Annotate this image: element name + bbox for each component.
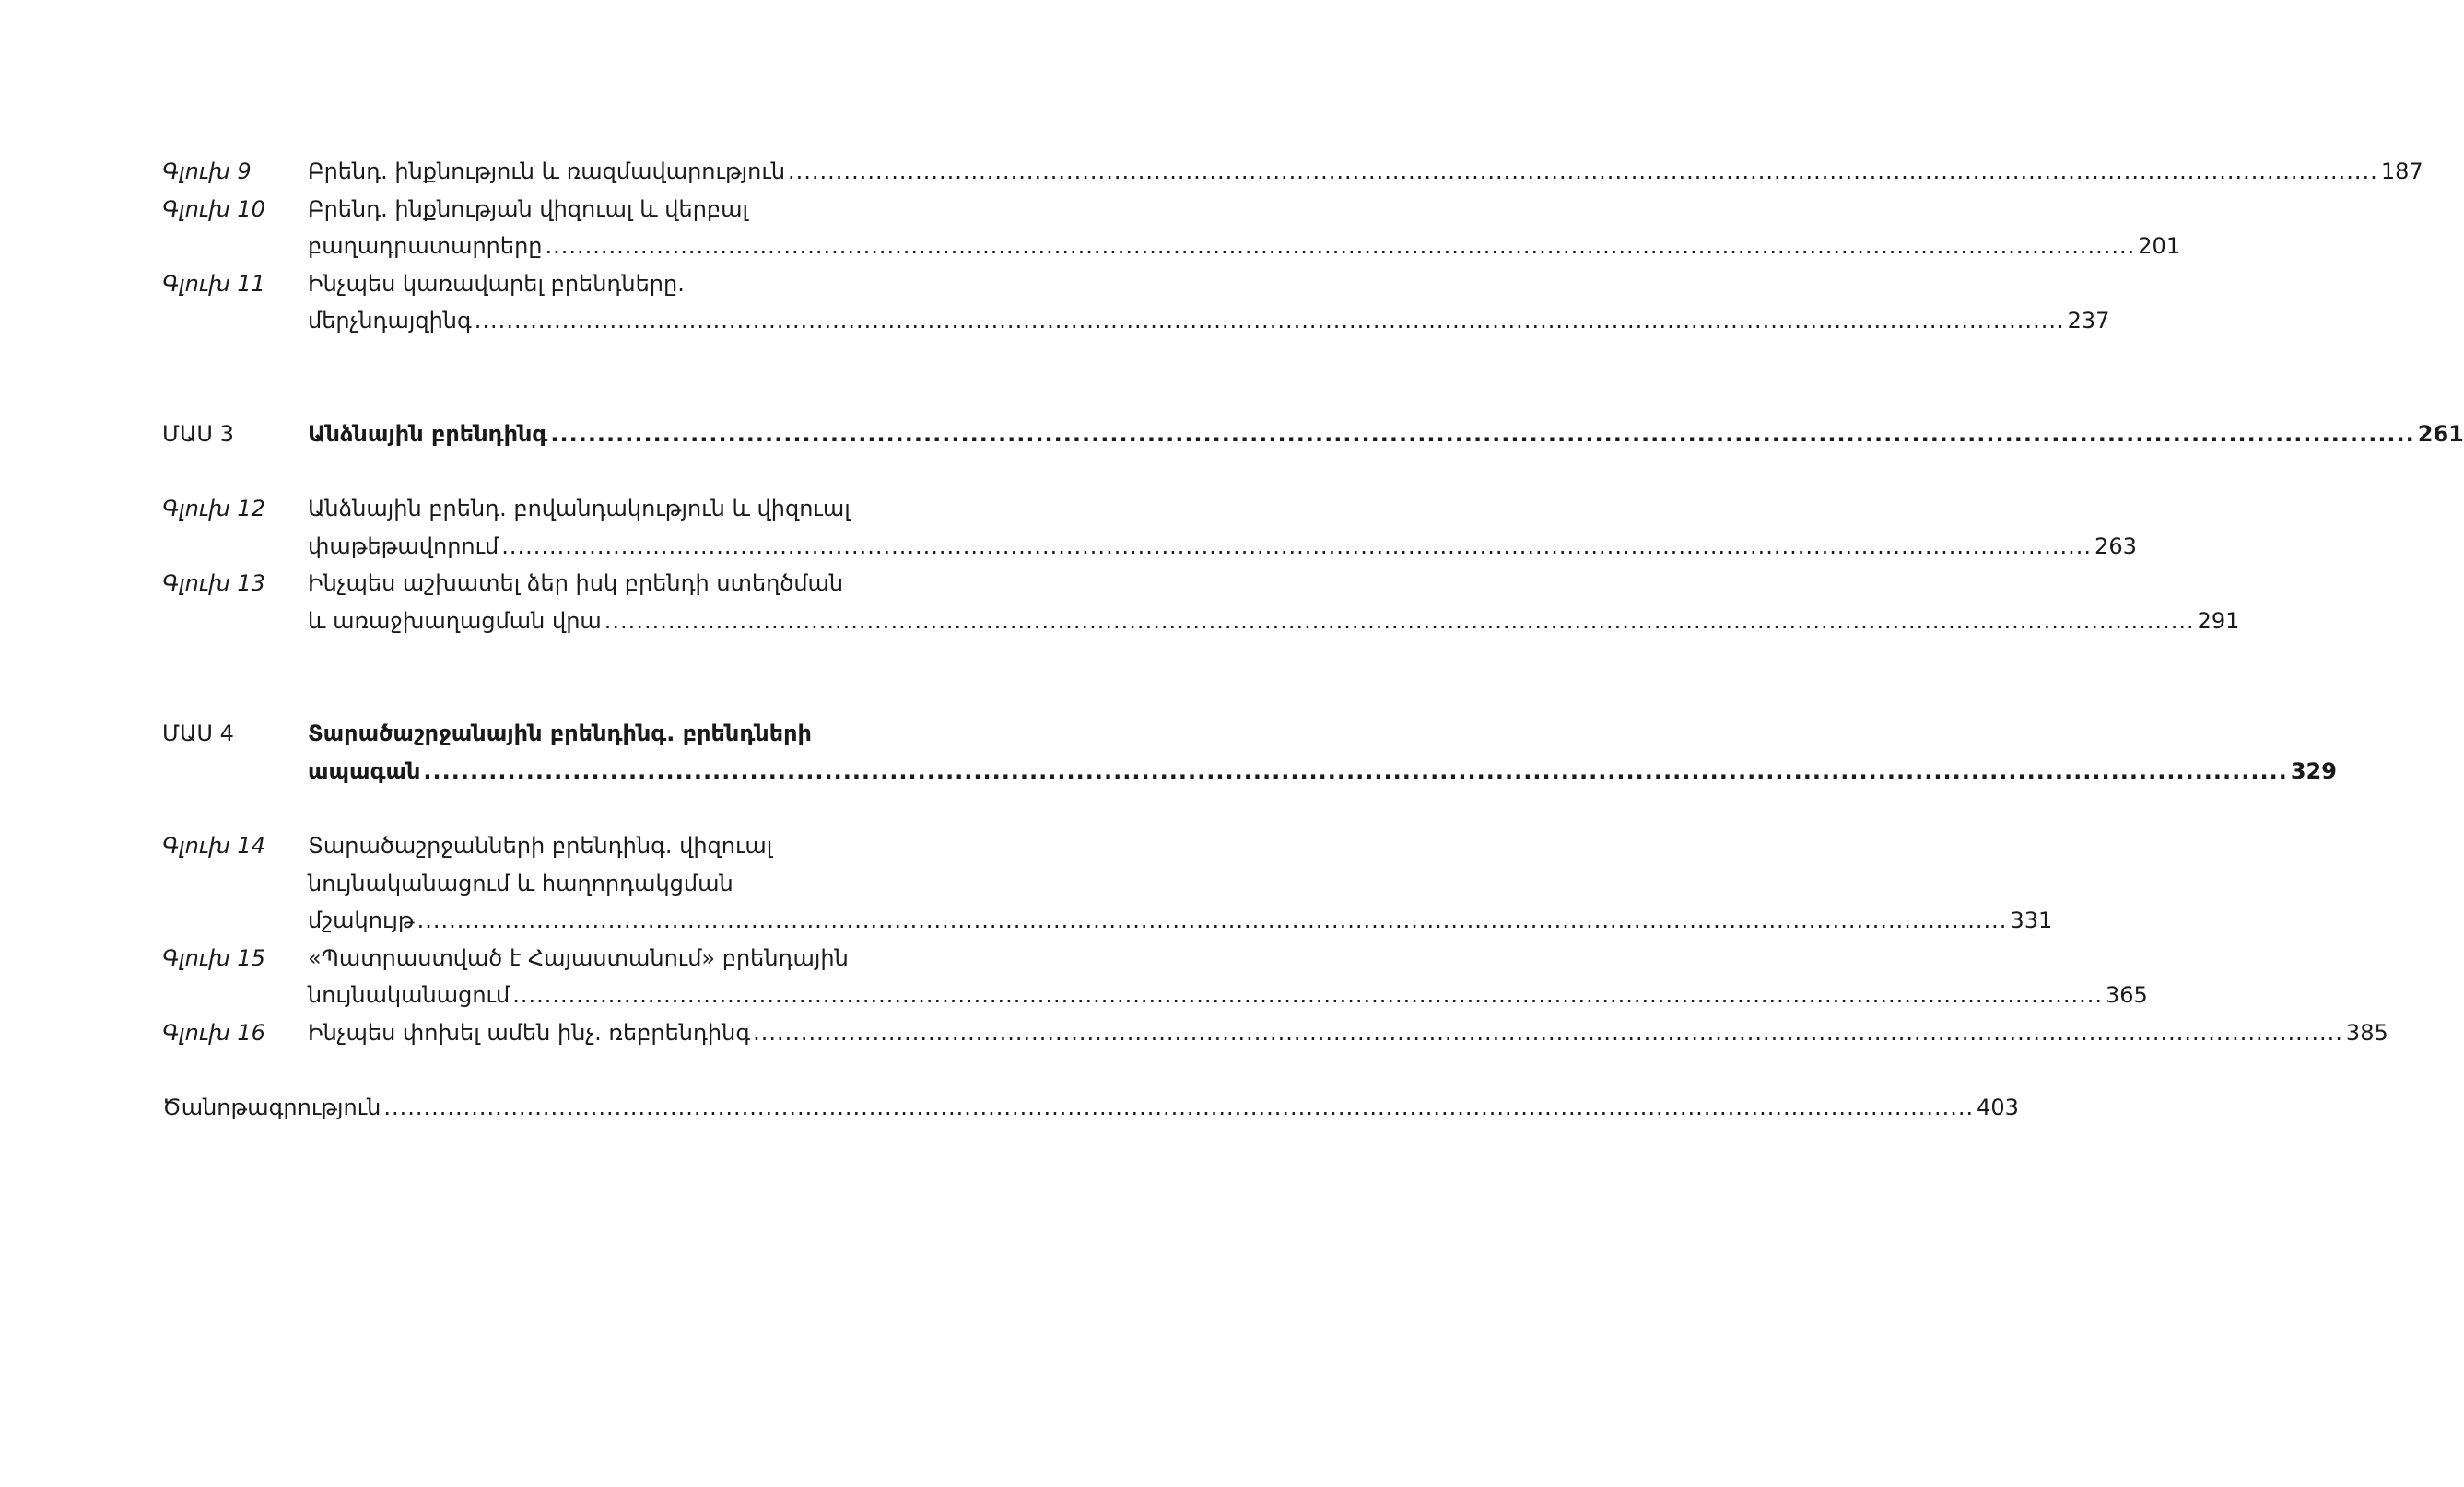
page-number: 201 bbox=[2138, 233, 2181, 259]
entry-body bbox=[308, 565, 2240, 639]
chapter-label: Գլուխ 13 bbox=[162, 570, 265, 596]
entry-title: Բրենդ. ինքնություն և ռազմավարություն bbox=[308, 158, 786, 184]
page-number: 385 bbox=[2345, 1019, 2388, 1046]
entry-title-line: «Պատրաստված է Հայաստանում» բրենդային bbox=[308, 944, 849, 971]
part-label: ՄԱՍ 4 bbox=[162, 720, 234, 746]
page-number: 403 bbox=[1977, 1095, 2019, 1120]
entry-title: մերչնդայզինգ bbox=[308, 308, 472, 334]
entry-body bbox=[308, 940, 2148, 1014]
entry-title-line: Ինչպես աշխատել ձեր իսկ բրենդի ստեղծման bbox=[308, 570, 844, 596]
dot-leader: ........................................................................................................................................................................................................ bbox=[417, 907, 2008, 933]
toc-entry-part-3 bbox=[162, 416, 2464, 453]
page-number: 263 bbox=[2094, 533, 2137, 559]
bibliography-title: Ծանոթագրություն bbox=[162, 1095, 381, 1120]
toc-entry-chapter-16 bbox=[162, 1014, 2388, 1052]
dot-leader: ........................................................................................................................................................................................................ bbox=[423, 757, 2288, 784]
dot-leader: ........................................................................................................................................................................................................ bbox=[474, 308, 2065, 334]
entry-body bbox=[308, 265, 2110, 340]
page-number: 331 bbox=[2010, 907, 2053, 933]
page-number: 329 bbox=[2290, 757, 2337, 784]
entry-title-line: Բրենդ. ինքնության վիզուալ և վերբալ bbox=[308, 195, 749, 222]
chapter-label: Գլուխ 11 bbox=[162, 270, 265, 297]
chapter-label: Գլուխ 15 bbox=[162, 944, 265, 971]
entry-title: փաթեթավորում bbox=[308, 533, 499, 559]
toc-entry-chapter-13 bbox=[162, 565, 2240, 639]
table-of-contents bbox=[162, 153, 2464, 1127]
entry-body bbox=[308, 153, 2423, 191]
toc-entry-chapter-9 bbox=[162, 153, 2423, 191]
chapter-label: Գլուխ 16 bbox=[162, 1019, 265, 1046]
part-label: ՄԱՍ 3 bbox=[162, 420, 234, 447]
dot-leader: ........................................................................................................................................................................................................ bbox=[545, 233, 2136, 259]
entry-title-line: Ինչպես կառավարել բրենդները. bbox=[308, 270, 685, 297]
entry-title: մշակույթ bbox=[308, 907, 415, 933]
entry-body bbox=[308, 827, 2053, 940]
dot-leader: ........................................................................................................................................................................................................ bbox=[550, 420, 2415, 447]
toc-entry-chapter-11 bbox=[162, 265, 2110, 340]
toc-entry-chapter-12 bbox=[162, 490, 2137, 565]
toc-entry-chapter-14 bbox=[162, 827, 2053, 940]
dot-leader: ........................................................................................................................................................................................................ bbox=[753, 1019, 2343, 1046]
entry-title: նույնականացում bbox=[308, 982, 510, 1008]
dot-leader: ........................................................................................................................................................................................................ bbox=[512, 982, 2103, 1008]
entry-title-line: Անձնային բրենդ. բովանդակություն և վիզուալ bbox=[308, 496, 851, 521]
entry-title: ապագան bbox=[308, 757, 421, 784]
dot-leader: ........................................................................................................................................................................................................ bbox=[383, 1095, 1975, 1120]
toc-entry-part-4 bbox=[162, 715, 2337, 790]
entry-title-line: նույնականացում և հաղորդակցման bbox=[308, 870, 733, 896]
entry-title: Ինչպես փոխել ամեն ինչ. ռեբրենդինգ bbox=[308, 1019, 751, 1046]
entry-title-line: Տարածաշրջանային բրենդինգ. բրենդների bbox=[308, 720, 812, 746]
dot-leader: ........................................................................................................................................................................................................ bbox=[501, 533, 2093, 559]
entry-title: բաղադրատարրերը bbox=[308, 233, 543, 259]
chapter-label: Գլուխ 14 bbox=[162, 833, 265, 859]
page-number: 237 bbox=[2067, 308, 2110, 334]
entry-body bbox=[308, 715, 2337, 790]
toc-entry-bibliography bbox=[162, 1089, 2019, 1127]
chapter-label: Գլուխ 10 bbox=[162, 195, 265, 222]
page-number: 291 bbox=[2197, 607, 2240, 634]
entry-body bbox=[308, 1014, 2388, 1052]
entry-title-line: Տարածաշրջանների բրենդինգ. վիզուալ bbox=[308, 833, 773, 859]
page-number: 261 bbox=[2417, 420, 2464, 447]
page-number: 365 bbox=[2105, 982, 2148, 1008]
entry-body bbox=[308, 191, 2181, 265]
page-number: 187 bbox=[2380, 158, 2423, 184]
dot-leader: ........................................................................................................................................................................................................ bbox=[604, 607, 2195, 634]
toc-entry-chapter-15 bbox=[162, 940, 2148, 1014]
chapter-label: Գլուխ 12 bbox=[162, 496, 265, 521]
entry-title: Անձնային բրենդինգ bbox=[308, 420, 548, 447]
entry-body bbox=[308, 416, 2464, 453]
chapter-label: Գլուխ 9 bbox=[162, 158, 252, 184]
entry-title: և առաջխաղացման վրա bbox=[308, 607, 602, 634]
dot-leader: ........................................................................................................................................................................................................ bbox=[788, 158, 2378, 184]
toc-entry-chapter-10 bbox=[162, 191, 2181, 265]
entry-body bbox=[308, 490, 2137, 565]
